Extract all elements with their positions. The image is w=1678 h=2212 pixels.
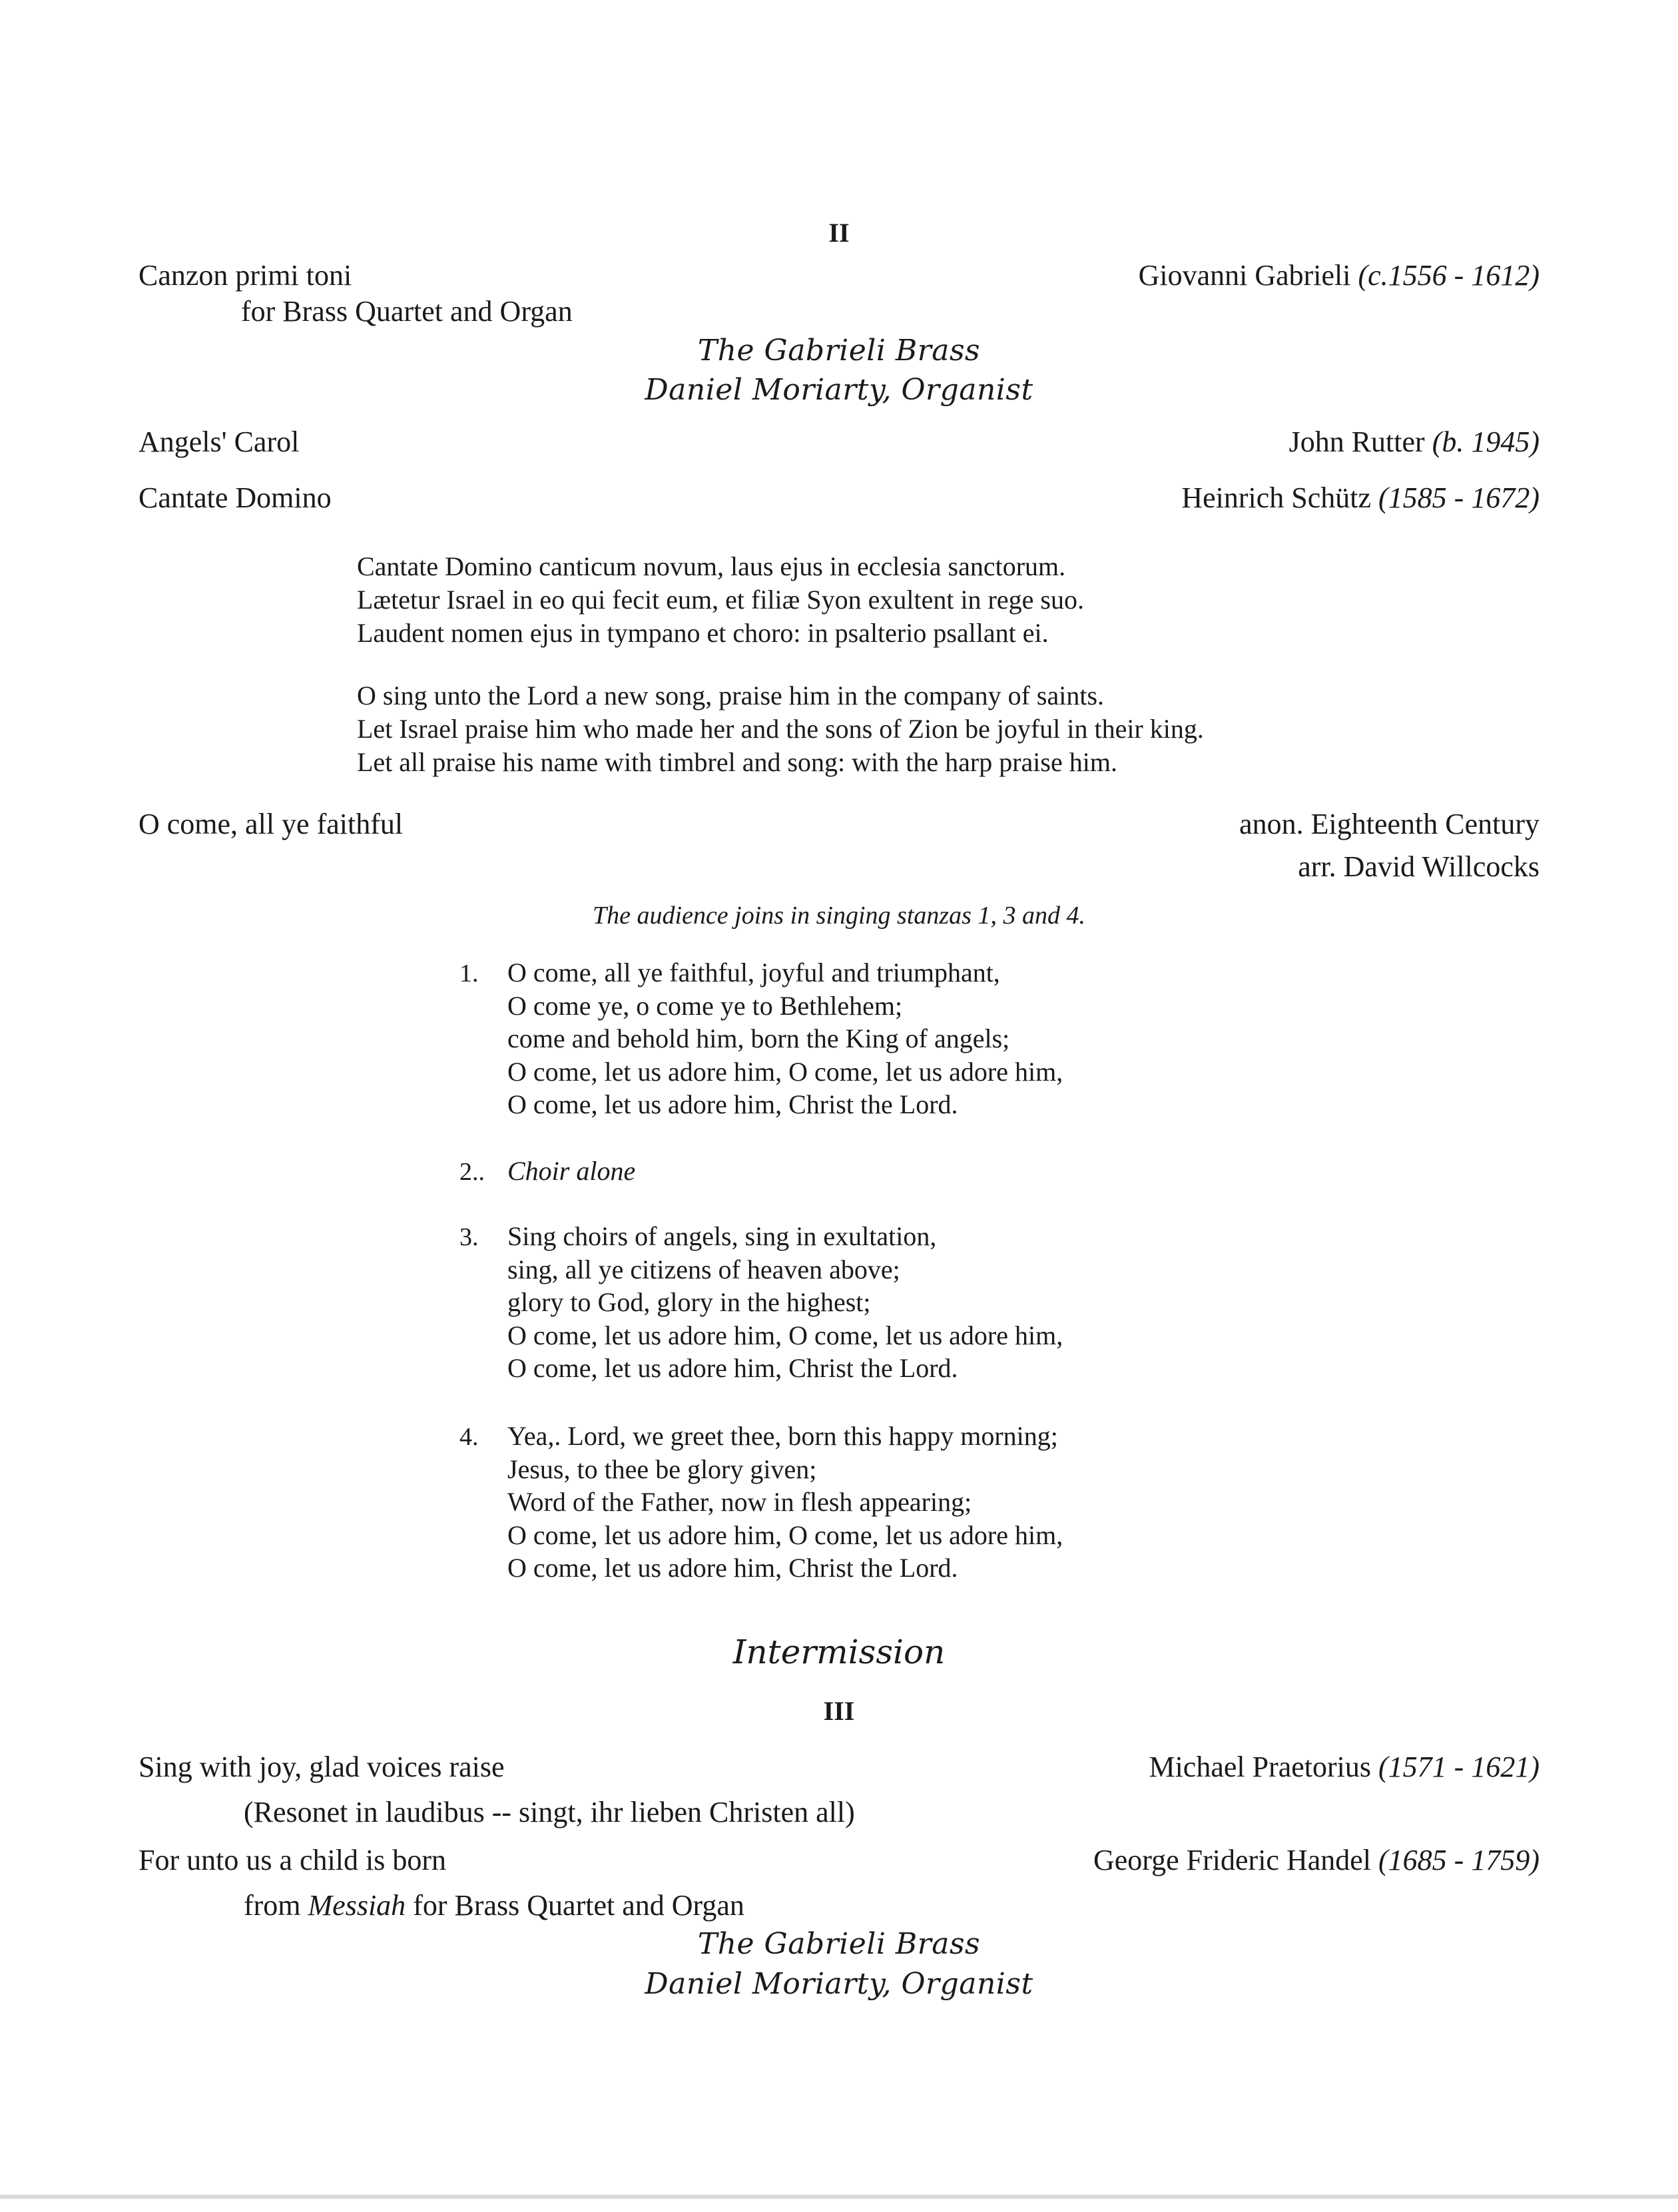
- composer-name: George Frideric Handel: [1093, 1844, 1372, 1876]
- composer-schutz: [1181, 483, 1539, 513]
- intermission-heading: Intermission: [732, 1633, 946, 1671]
- composer-dates: (1685 - 1759): [1378, 1844, 1539, 1876]
- verse-line: Choir alone: [507, 1156, 636, 1186]
- english-line: Let Israel praise him who made her and the sons of Zion be joyful in their king.: [357, 714, 1204, 744]
- composer-gabrieli: [1139, 261, 1539, 290]
- verse-3: [507, 1220, 1063, 1385]
- verse-line: O come ye, o come ye to Bethlehem;: [507, 990, 903, 1021]
- english-text: [357, 679, 1204, 779]
- verse-line: Sing choirs of angels, sing in exultation,: [507, 1221, 937, 1251]
- piece-title-canzon: Canzon primi toni: [139, 259, 352, 292]
- audience-note: The audience joins in singing stanzas 1, 3 and 4.: [593, 902, 1085, 930]
- verse-line: Word of the Father, now in flesh appearing;: [507, 1487, 972, 1517]
- latin-line: Lætetur Israel in eo qui fecit eum, et filiæ Syon exultent in rege suo.: [357, 585, 1084, 615]
- verse-line: O come, let us adore him, O come, let us adore him,: [507, 1056, 1063, 1087]
- verse-line: O come, let us adore him, O come, let us adore him,: [507, 1320, 1063, 1350]
- verse-line: O come, let us adore him, Christ the Lord.: [507, 1553, 958, 1583]
- piece-title-o-come: O come, all ye faithful: [139, 808, 404, 840]
- latin-line: Cantate Domino canticum novum, laus ejus in ecclesia sanctorum.: [357, 551, 1066, 581]
- verse-line: O come, all ye faithful, joyful and triumphant,: [507, 958, 1000, 987]
- composer-name: John Rutter: [1288, 425, 1425, 458]
- verse-line: glory to God, glory in the highest;: [507, 1287, 871, 1317]
- verse-4: [507, 1420, 1063, 1585]
- piece-subtitle-sing-with-joy: (Resonet in laudibus -- singt, ihr lieben Christen all): [244, 1796, 855, 1828]
- verse-1: [507, 956, 1063, 1121]
- verse-2: [507, 1155, 635, 1188]
- latin-text: [357, 550, 1084, 650]
- performer-organist: Daniel Moriarty, Organist: [645, 373, 1033, 407]
- verse-line: sing, all ye citizens of heaven above;: [507, 1254, 900, 1284]
- verse-number: 3.: [459, 1223, 479, 1251]
- piece-title-unto-us: For unto us a child is born: [139, 1844, 446, 1876]
- verse-line: O come, let us adore him, O come, let us adore him,: [507, 1520, 1063, 1550]
- composer-praetorius: [1149, 1753, 1539, 1782]
- performer-organist: Daniel Moriarty, Organist: [645, 1967, 1033, 2001]
- performer-ensemble: The Gabrieli Brass: [697, 334, 981, 368]
- verse-line: Jesus, to thee be glory given;: [507, 1454, 817, 1484]
- verse-line: come and behold him, born the King of angels;: [507, 1023, 1010, 1053]
- page-bottom-edge: [0, 2195, 1678, 2199]
- verse-line: O come, let us adore him, Christ the Lord.: [507, 1353, 958, 1383]
- composer-name: Giovanni Gabrieli: [1138, 259, 1351, 292]
- latin-line: Laudent nomen ejus in tympano et choro: in psalterio psallant ei.: [357, 618, 1049, 648]
- verse-number: 2..: [459, 1158, 485, 1186]
- composer-dates: (1585 - 1672): [1378, 481, 1539, 514]
- composer-name: Heinrich Schütz: [1181, 481, 1372, 514]
- verse-line: Yea,. Lord, we greet thee, born this happy morning;: [507, 1421, 1058, 1451]
- piece-title-cantate-domino: Cantate Domino: [139, 481, 332, 514]
- verse-line: O come, let us adore him, Christ the Lord.: [507, 1089, 958, 1119]
- english-line: O sing unto the Lord a new song, praise him in the company of saints.: [357, 681, 1105, 710]
- piece-subtitle-unto-us: [244, 1891, 744, 1920]
- composer-name: Michael Praetorius: [1149, 1751, 1372, 1783]
- composer-dates: (b. 1945): [1432, 425, 1539, 458]
- composer-handel: [1093, 1846, 1539, 1875]
- arranger-willcocks: arr. David Willcocks: [1298, 850, 1539, 883]
- verse-number: 4.: [459, 1423, 479, 1451]
- section-heading-iii: III: [823, 1696, 855, 1726]
- subtitle-prefix: from: [244, 1889, 308, 1922]
- english-line: Let all praise his name with timbrel and song: with the harp praise him.: [357, 747, 1117, 777]
- piece-title-angels-carol: Angels' Carol: [139, 425, 300, 458]
- work-title-messiah: Messiah: [308, 1889, 406, 1922]
- composer-rutter: [1289, 427, 1539, 457]
- composer-dates: (1571 - 1621): [1378, 1751, 1539, 1783]
- piece-title-sing-with-joy: Sing with joy, glad voices raise: [139, 1751, 505, 1783]
- composer-anon: anon. Eighteenth Century: [1239, 808, 1539, 840]
- verse-number: 1.: [459, 960, 479, 987]
- section-heading-ii: II: [828, 218, 850, 248]
- subtitle-suffix: for Brass Quartet and Organ: [406, 1889, 744, 1922]
- piece-subtitle-canzon: for Brass Quartet and Organ: [241, 295, 573, 328]
- composer-dates: (c.1556 - 1612): [1358, 259, 1539, 292]
- performer-ensemble: The Gabrieli Brass: [697, 1927, 981, 1961]
